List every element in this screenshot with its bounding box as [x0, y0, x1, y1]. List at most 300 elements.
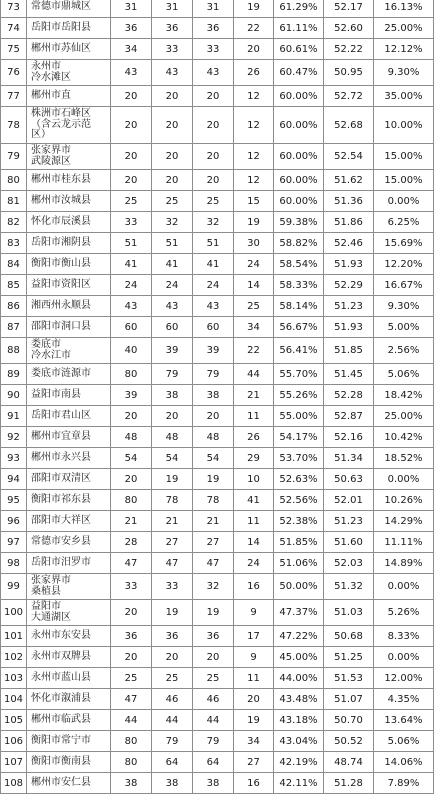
cell-rank: 96 — [1, 511, 27, 532]
cell-c1: 47 — [111, 689, 152, 710]
cell-c2: 20 — [152, 647, 193, 668]
cell-c4: 12 — [234, 107, 274, 144]
cell-v: 51.45 — [324, 364, 374, 385]
cell-c1: 20 — [111, 144, 152, 170]
cell-rank: 84 — [1, 254, 27, 275]
cell-rank: 106 — [1, 731, 27, 752]
cell-v: 52.72 — [324, 86, 374, 107]
cell-rank: 73 — [1, 0, 27, 18]
cell-p2: 5.06% — [374, 731, 434, 752]
cell-c3: 20 — [193, 144, 234, 170]
cell-p2: 12.12% — [374, 39, 434, 60]
cell-rank: 107 — [1, 752, 27, 773]
cell-name: 永州市 冷水滩区 — [27, 60, 111, 86]
cell-c2: 79 — [152, 364, 193, 385]
cell-name: 岳阳市汨罗市 — [27, 553, 111, 574]
cell-c1: 40 — [111, 338, 152, 364]
cell-c1: 20 — [111, 86, 152, 107]
cell-p1: 60.00% — [274, 86, 324, 107]
cell-c2: 31 — [152, 0, 193, 18]
cell-c4: 9 — [234, 647, 274, 668]
cell-c2: 32 — [152, 212, 193, 233]
cell-c2: 33 — [152, 574, 193, 600]
cell-p1: 54.17% — [274, 427, 324, 448]
table-row — [1, 275, 434, 296]
cell-name: 郴州市宜章县 — [27, 427, 111, 448]
cell-p2: 5.06% — [374, 364, 434, 385]
cell-p2: 5.26% — [374, 600, 434, 626]
cell-c3: 78 — [193, 490, 234, 511]
cell-name: 郴州市直 — [27, 86, 111, 107]
cell-c3: 25 — [193, 668, 234, 689]
cell-v: 51.07 — [324, 689, 374, 710]
cell-c3: 32 — [193, 574, 234, 600]
cell-v: 51.93 — [324, 254, 374, 275]
cell-v: 51.23 — [324, 511, 374, 532]
cell-c1: 80 — [111, 731, 152, 752]
cell-c3: 24 — [193, 275, 234, 296]
cell-c1: 38 — [111, 773, 152, 794]
cell-c4: 11 — [234, 511, 274, 532]
table-row — [1, 191, 434, 212]
table-row — [1, 60, 434, 86]
cell-c1: 36 — [111, 626, 152, 647]
cell-p2: 16.13% — [374, 0, 434, 18]
cell-c2: 27 — [152, 532, 193, 553]
cell-c1: 20 — [111, 600, 152, 626]
cell-c2: 20 — [152, 107, 193, 144]
cell-v: 52.22 — [324, 39, 374, 60]
cell-p1: 58.33% — [274, 275, 324, 296]
cell-v: 52.03 — [324, 553, 374, 574]
cell-c2: 64 — [152, 752, 193, 773]
cell-c2: 43 — [152, 60, 193, 86]
table-row — [1, 364, 434, 385]
cell-c1: 34 — [111, 39, 152, 60]
cell-c3: 32 — [193, 212, 234, 233]
cell-name: 永州市双牌县 — [27, 647, 111, 668]
cell-name: 常德市鼎城区 — [27, 0, 111, 18]
cell-p1: 44.00% — [274, 668, 324, 689]
cell-c1: 43 — [111, 60, 152, 86]
cell-p1: 51.06% — [274, 553, 324, 574]
cell-c2: 25 — [152, 191, 193, 212]
table-row — [1, 647, 434, 668]
cell-c2: 33 — [152, 39, 193, 60]
table-row — [1, 490, 434, 511]
cell-rank: 98 — [1, 553, 27, 574]
cell-rank: 100 — [1, 600, 27, 626]
cell-rank: 88 — [1, 338, 27, 364]
table-row — [1, 317, 434, 338]
cell-c1: 80 — [111, 752, 152, 773]
cell-c1: 80 — [111, 490, 152, 511]
cell-name: 常德市安乡县 — [27, 532, 111, 553]
cell-p1: 47.37% — [274, 600, 324, 626]
cell-c2: 36 — [152, 18, 193, 39]
cell-p2: 18.52% — [374, 448, 434, 469]
cell-c4: 41 — [234, 490, 274, 511]
cell-p2: 25.00% — [374, 18, 434, 39]
cell-v: 52.17 — [324, 0, 374, 18]
cell-rank: 82 — [1, 212, 27, 233]
cell-c2: 24 — [152, 275, 193, 296]
cell-v: 50.95 — [324, 60, 374, 86]
table-row — [1, 448, 434, 469]
cell-c3: 48 — [193, 427, 234, 448]
cell-p2: 0.00% — [374, 647, 434, 668]
cell-c3: 79 — [193, 731, 234, 752]
cell-name: 岳阳市湘阴县 — [27, 233, 111, 254]
table-row — [1, 0, 434, 18]
cell-c4: 44 — [234, 364, 274, 385]
cell-p1: 53.70% — [274, 448, 324, 469]
cell-c2: 20 — [152, 86, 193, 107]
cell-p2: 10.26% — [374, 490, 434, 511]
cell-c3: 46 — [193, 689, 234, 710]
cell-c3: 36 — [193, 18, 234, 39]
cell-c3: 38 — [193, 385, 234, 406]
cell-c3: 43 — [193, 296, 234, 317]
cell-c4: 17 — [234, 626, 274, 647]
cell-c3: 31 — [193, 0, 234, 18]
cell-c2: 39 — [152, 338, 193, 364]
cell-rank: 89 — [1, 364, 27, 385]
table-row — [1, 600, 434, 626]
cell-p2: 5.00% — [374, 317, 434, 338]
cell-name: 张家界市 武陵源区 — [27, 144, 111, 170]
cell-p1: 61.29% — [274, 0, 324, 18]
cell-c4: 14 — [234, 275, 274, 296]
cell-p1: 51.85% — [274, 532, 324, 553]
cell-c4: 30 — [234, 233, 274, 254]
cell-p2: 15.00% — [374, 144, 434, 170]
cell-v: 50.68 — [324, 626, 374, 647]
cell-v: 51.86 — [324, 212, 374, 233]
cell-name: 衡阳市衡山县 — [27, 254, 111, 275]
cell-p2: 14.89% — [374, 553, 434, 574]
cell-p1: 60.00% — [274, 170, 324, 191]
cell-c4: 11 — [234, 406, 274, 427]
cell-c1: 54 — [111, 448, 152, 469]
cell-c3: 64 — [193, 752, 234, 773]
table-row — [1, 511, 434, 532]
table-row — [1, 39, 434, 60]
cell-c3: 20 — [193, 86, 234, 107]
cell-p1: 60.47% — [274, 60, 324, 86]
cell-v: 52.46 — [324, 233, 374, 254]
cell-rank: 101 — [1, 626, 27, 647]
cell-c4: 14 — [234, 532, 274, 553]
cell-name: 张家界市 桑植县 — [27, 574, 111, 600]
cell-rank: 92 — [1, 427, 27, 448]
cell-v: 52.28 — [324, 385, 374, 406]
cell-name: 衡阳市祁东县 — [27, 490, 111, 511]
cell-c4: 25 — [234, 296, 274, 317]
cell-c4: 16 — [234, 773, 274, 794]
cell-rank: 99 — [1, 574, 27, 600]
cell-v: 52.54 — [324, 144, 374, 170]
cell-c1: 39 — [111, 385, 152, 406]
cell-c3: 44 — [193, 710, 234, 731]
cell-c3: 54 — [193, 448, 234, 469]
cell-name: 衡阳市常宁市 — [27, 731, 111, 752]
table-row — [1, 532, 434, 553]
cell-c2: 19 — [152, 469, 193, 490]
table-row — [1, 668, 434, 689]
cell-c4: 16 — [234, 574, 274, 600]
cell-c2: 48 — [152, 427, 193, 448]
cell-c3: 27 — [193, 532, 234, 553]
cell-p2: 12.00% — [374, 668, 434, 689]
table-row — [1, 144, 434, 170]
cell-p1: 52.63% — [274, 469, 324, 490]
cell-c4: 27 — [234, 752, 274, 773]
cell-c3: 39 — [193, 338, 234, 364]
cell-p2: 0.00% — [374, 574, 434, 600]
cell-c1: 33 — [111, 212, 152, 233]
cell-v: 50.70 — [324, 710, 374, 731]
cell-c3: 60 — [193, 317, 234, 338]
cell-name: 郴州市永兴县 — [27, 448, 111, 469]
cell-p2: 16.67% — [374, 275, 434, 296]
table-row — [1, 406, 434, 427]
cell-c2: 60 — [152, 317, 193, 338]
cell-p1: 60.61% — [274, 39, 324, 60]
cell-c2: 38 — [152, 773, 193, 794]
cell-p1: 55.00% — [274, 406, 324, 427]
cell-rank: 74 — [1, 18, 27, 39]
cell-p2: 12.20% — [374, 254, 434, 275]
cell-c1: 41 — [111, 254, 152, 275]
cell-p2: 9.30% — [374, 60, 434, 86]
cell-p1: 45.00% — [274, 647, 324, 668]
cell-p1: 43.18% — [274, 710, 324, 731]
cell-p2: 8.33% — [374, 626, 434, 647]
cell-v: 51.28 — [324, 773, 374, 794]
cell-v: 51.85 — [324, 338, 374, 364]
cell-c4: 12 — [234, 86, 274, 107]
cell-c3: 20 — [193, 107, 234, 144]
cell-c4: 24 — [234, 553, 274, 574]
cell-v: 50.63 — [324, 469, 374, 490]
table-row — [1, 212, 434, 233]
cell-rank: 83 — [1, 233, 27, 254]
cell-v: 51.03 — [324, 600, 374, 626]
cell-p2: 4.35% — [374, 689, 434, 710]
cell-c1: 28 — [111, 532, 152, 553]
cell-v: 52.01 — [324, 490, 374, 511]
table-row — [1, 233, 434, 254]
cell-c1: 20 — [111, 107, 152, 144]
cell-c1: 51 — [111, 233, 152, 254]
cell-p2: 0.00% — [374, 469, 434, 490]
cell-v: 51.53 — [324, 668, 374, 689]
cell-c4: 12 — [234, 170, 274, 191]
table-row — [1, 689, 434, 710]
cell-c4: 10 — [234, 469, 274, 490]
cell-v: 51.62 — [324, 170, 374, 191]
cell-c3: 47 — [193, 553, 234, 574]
cell-rank: 75 — [1, 39, 27, 60]
cell-name: 益阳市 大通湖区 — [27, 600, 111, 626]
cell-v: 52.16 — [324, 427, 374, 448]
cell-v: 51.36 — [324, 191, 374, 212]
cell-c2: 78 — [152, 490, 193, 511]
cell-rank: 85 — [1, 275, 27, 296]
cell-c3: 33 — [193, 39, 234, 60]
table-row — [1, 385, 434, 406]
cell-p1: 43.48% — [274, 689, 324, 710]
cell-p1: 43.04% — [274, 731, 324, 752]
cell-c2: 54 — [152, 448, 193, 469]
table-row — [1, 710, 434, 731]
cell-p1: 42.19% — [274, 752, 324, 773]
table-row — [1, 296, 434, 317]
table-row — [1, 773, 434, 794]
cell-rank: 103 — [1, 668, 27, 689]
table-row — [1, 18, 434, 39]
cell-rank: 78 — [1, 107, 27, 144]
cell-p2: 0.00% — [374, 191, 434, 212]
cell-c1: 21 — [111, 511, 152, 532]
cell-c1: 20 — [111, 469, 152, 490]
cell-c3: 19 — [193, 469, 234, 490]
cell-name: 郴州市汝城县 — [27, 191, 111, 212]
cell-rank: 105 — [1, 710, 27, 731]
cell-c2: 46 — [152, 689, 193, 710]
cell-p1: 56.41% — [274, 338, 324, 364]
cell-c4: 15 — [234, 191, 274, 212]
cell-rank: 102 — [1, 647, 27, 668]
cell-p2: 2.56% — [374, 338, 434, 364]
table-row — [1, 254, 434, 275]
cell-c1: 43 — [111, 296, 152, 317]
cell-c1: 25 — [111, 191, 152, 212]
cell-name: 娄底市 冷水江市 — [27, 338, 111, 364]
cell-p1: 58.14% — [274, 296, 324, 317]
table-row — [1, 170, 434, 191]
cell-c2: 47 — [152, 553, 193, 574]
cell-c2: 44 — [152, 710, 193, 731]
cell-p1: 55.70% — [274, 364, 324, 385]
cell-name: 湘西州永顺县 — [27, 296, 111, 317]
cell-p1: 59.38% — [274, 212, 324, 233]
cell-p2: 35.00% — [374, 86, 434, 107]
cell-c2: 19 — [152, 600, 193, 626]
cell-p1: 61.11% — [274, 18, 324, 39]
cell-p1: 58.82% — [274, 233, 324, 254]
cell-c4: 29 — [234, 448, 274, 469]
cell-c4: 26 — [234, 60, 274, 86]
cell-c4: 22 — [234, 338, 274, 364]
cell-p2: 10.00% — [374, 107, 434, 144]
cell-p1: 47.22% — [274, 626, 324, 647]
cell-p2: 15.00% — [374, 170, 434, 191]
cell-p2: 14.06% — [374, 752, 434, 773]
cell-c2: 41 — [152, 254, 193, 275]
cell-c3: 36 — [193, 626, 234, 647]
table-row — [1, 574, 434, 600]
cell-rank: 93 — [1, 448, 27, 469]
cell-c4: 11 — [234, 668, 274, 689]
cell-c3: 51 — [193, 233, 234, 254]
table-body — [1, 0, 434, 794]
cell-rank: 91 — [1, 406, 27, 427]
cell-c1: 60 — [111, 317, 152, 338]
cell-v: 52.68 — [324, 107, 374, 144]
cell-c4: 34 — [234, 317, 274, 338]
cell-c2: 25 — [152, 668, 193, 689]
cell-c1: 20 — [111, 406, 152, 427]
cell-c1: 20 — [111, 647, 152, 668]
cell-name: 株洲市石峰区 （含云龙示范 区） — [27, 107, 111, 144]
cell-v: 51.23 — [324, 296, 374, 317]
cell-v: 48.74 — [324, 752, 374, 773]
cell-p2: 15.69% — [374, 233, 434, 254]
cell-c2: 20 — [152, 170, 193, 191]
cell-p1: 56.67% — [274, 317, 324, 338]
cell-p1: 60.00% — [274, 191, 324, 212]
table-row — [1, 107, 434, 144]
cell-c4: 34 — [234, 731, 274, 752]
cell-c1: 44 — [111, 710, 152, 731]
cell-c4: 19 — [234, 0, 274, 18]
cell-c3: 41 — [193, 254, 234, 275]
cell-name: 郴州市桂东县 — [27, 170, 111, 191]
cell-name: 衡阳市衡南县 — [27, 752, 111, 773]
cell-rank: 76 — [1, 60, 27, 86]
cell-c2: 51 — [152, 233, 193, 254]
cell-p2: 6.25% — [374, 212, 434, 233]
cell-c4: 22 — [234, 18, 274, 39]
table-row — [1, 553, 434, 574]
cell-v: 50.52 — [324, 731, 374, 752]
cell-p2: 7.89% — [374, 773, 434, 794]
cell-c2: 21 — [152, 511, 193, 532]
cell-c2: 20 — [152, 406, 193, 427]
cell-p2: 11.11% — [374, 532, 434, 553]
cell-c2: 20 — [152, 144, 193, 170]
cell-c4: 20 — [234, 39, 274, 60]
cell-rank: 104 — [1, 689, 27, 710]
cell-rank: 94 — [1, 469, 27, 490]
cell-p2: 13.64% — [374, 710, 434, 731]
cell-name: 怀化市辰溪县 — [27, 212, 111, 233]
cell-c4: 12 — [234, 144, 274, 170]
cell-c3: 19 — [193, 600, 234, 626]
cell-c1: 24 — [111, 275, 152, 296]
cell-v: 52.87 — [324, 406, 374, 427]
table-row — [1, 427, 434, 448]
cell-p1: 52.38% — [274, 511, 324, 532]
cell-c1: 31 — [111, 0, 152, 18]
cell-name: 益阳市资阳区 — [27, 275, 111, 296]
cell-c3: 21 — [193, 511, 234, 532]
cell-v: 51.25 — [324, 647, 374, 668]
cell-c4: 20 — [234, 689, 274, 710]
cell-p1: 60.00% — [274, 144, 324, 170]
cell-c2: 79 — [152, 731, 193, 752]
cell-c1: 20 — [111, 170, 152, 191]
table-row — [1, 752, 434, 773]
cell-rank: 108 — [1, 773, 27, 794]
cell-c2: 38 — [152, 385, 193, 406]
cell-c1: 25 — [111, 668, 152, 689]
cell-v: 52.29 — [324, 275, 374, 296]
cell-c2: 36 — [152, 626, 193, 647]
cell-c1: 48 — [111, 427, 152, 448]
